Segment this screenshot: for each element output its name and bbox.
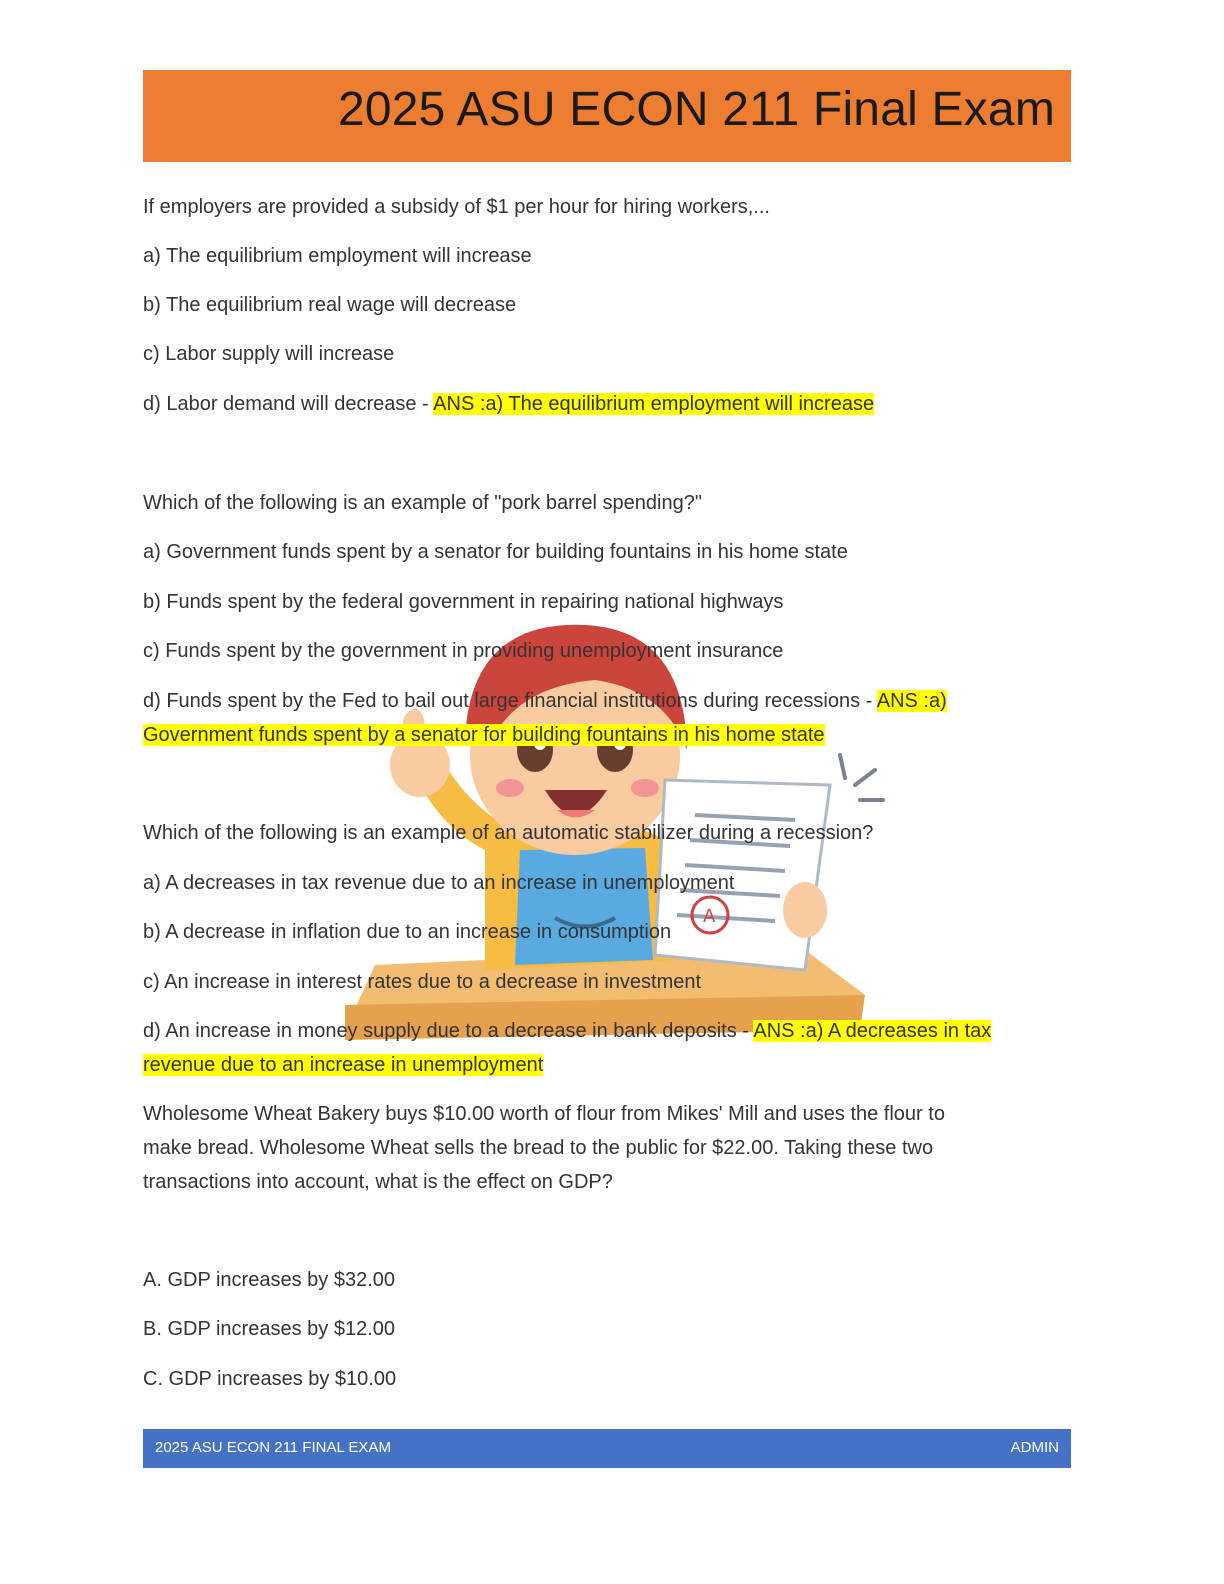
page-title: 2025 ASU ECON 211 Final Exam [337, 83, 1055, 136]
question-2-answer-cont [143, 718, 825, 752]
question-1-answer: ANS :a) The equilibrium employment will increase [433, 393, 875, 415]
footer-title: 2025 ASU ECON 211 FINAL EXAM [155, 1439, 391, 1456]
question-3-answer-start: ANS :a) A decreases in tax [753, 1020, 992, 1042]
answer-continuation: Government funds spent by a senator for building fountains in his home state [143, 724, 825, 746]
question-4-stem-line-1: Wholesome Wheat Bakery buys $10.00 worth of flour from Mikes' Mill and uses the flour to [143, 1103, 945, 1125]
question-4-option-b: B. GDP increases by $12.00 [143, 1318, 395, 1340]
question-2-option-b: b) Funds spent by the federal government in repairing national highways [143, 591, 784, 613]
question-3-option-b: b) A decrease in inflation due to an increase in consumption [143, 921, 672, 943]
option-d-text: d) Labor demand will decrease - [143, 393, 434, 415]
answer-continuation: revenue due to an increase in unemployment [143, 1054, 544, 1076]
question-3-option-c: c) An increase in interest rates due to a decrease in investment [143, 971, 702, 993]
option-d-text: d) Funds spent by the Fed to bail out large financial institutions during recessions - [143, 690, 877, 712]
question-3-option-d [143, 1014, 991, 1048]
question-4-stem-line-2: make bread. Wholesome Wheat sells the bread to the public for $22.00. Taking these two [143, 1137, 934, 1159]
question-1-option-c: c) Labor supply will increase [143, 343, 395, 365]
question-3-option-a: a) A decreases in tax revenue due to an increase in unemployment [143, 872, 735, 894]
svg-text:A: A [703, 906, 716, 927]
question-3-answer-cont [143, 1048, 543, 1082]
question-2-stem: Which of the following is an example of "pork barrel spending?" [143, 492, 702, 514]
question-1-option-d [143, 387, 874, 421]
question-2-option-c: c) Funds spent by the government in providing unemployment insurance [143, 640, 784, 662]
question-2-option-d [143, 684, 947, 718]
question-4-stem-line-3: transactions into account, what is the effect on GDP? [143, 1171, 613, 1193]
question-4-option-a: A. GDP increases by $32.00 [143, 1269, 395, 1291]
option-d-text: d) An increase in money supply due to a decrease in bank deposits - [143, 1020, 754, 1042]
question-2-answer-start: ANS :a) [876, 690, 947, 712]
question-1-option-a: a) The equilibrium employment will increase [143, 245, 532, 267]
footer-author: ADMIN [1010, 1439, 1059, 1456]
question-1-stem: If employers are provided a subsidy of $1 per hour for hiring workers,... [143, 196, 770, 218]
question-3-stem: Which of the following is an example of an automatic stabilizer during a recession? [143, 822, 874, 844]
footer-bar [143, 1429, 1071, 1468]
question-4-option-c: C. GDP increases by $10.00 [143, 1368, 397, 1390]
question-1-option-b: b) The equilibrium real wage will decrease [143, 294, 517, 316]
question-2-option-a: a) Government funds spent by a senator for building fountains in his home state [143, 541, 848, 563]
